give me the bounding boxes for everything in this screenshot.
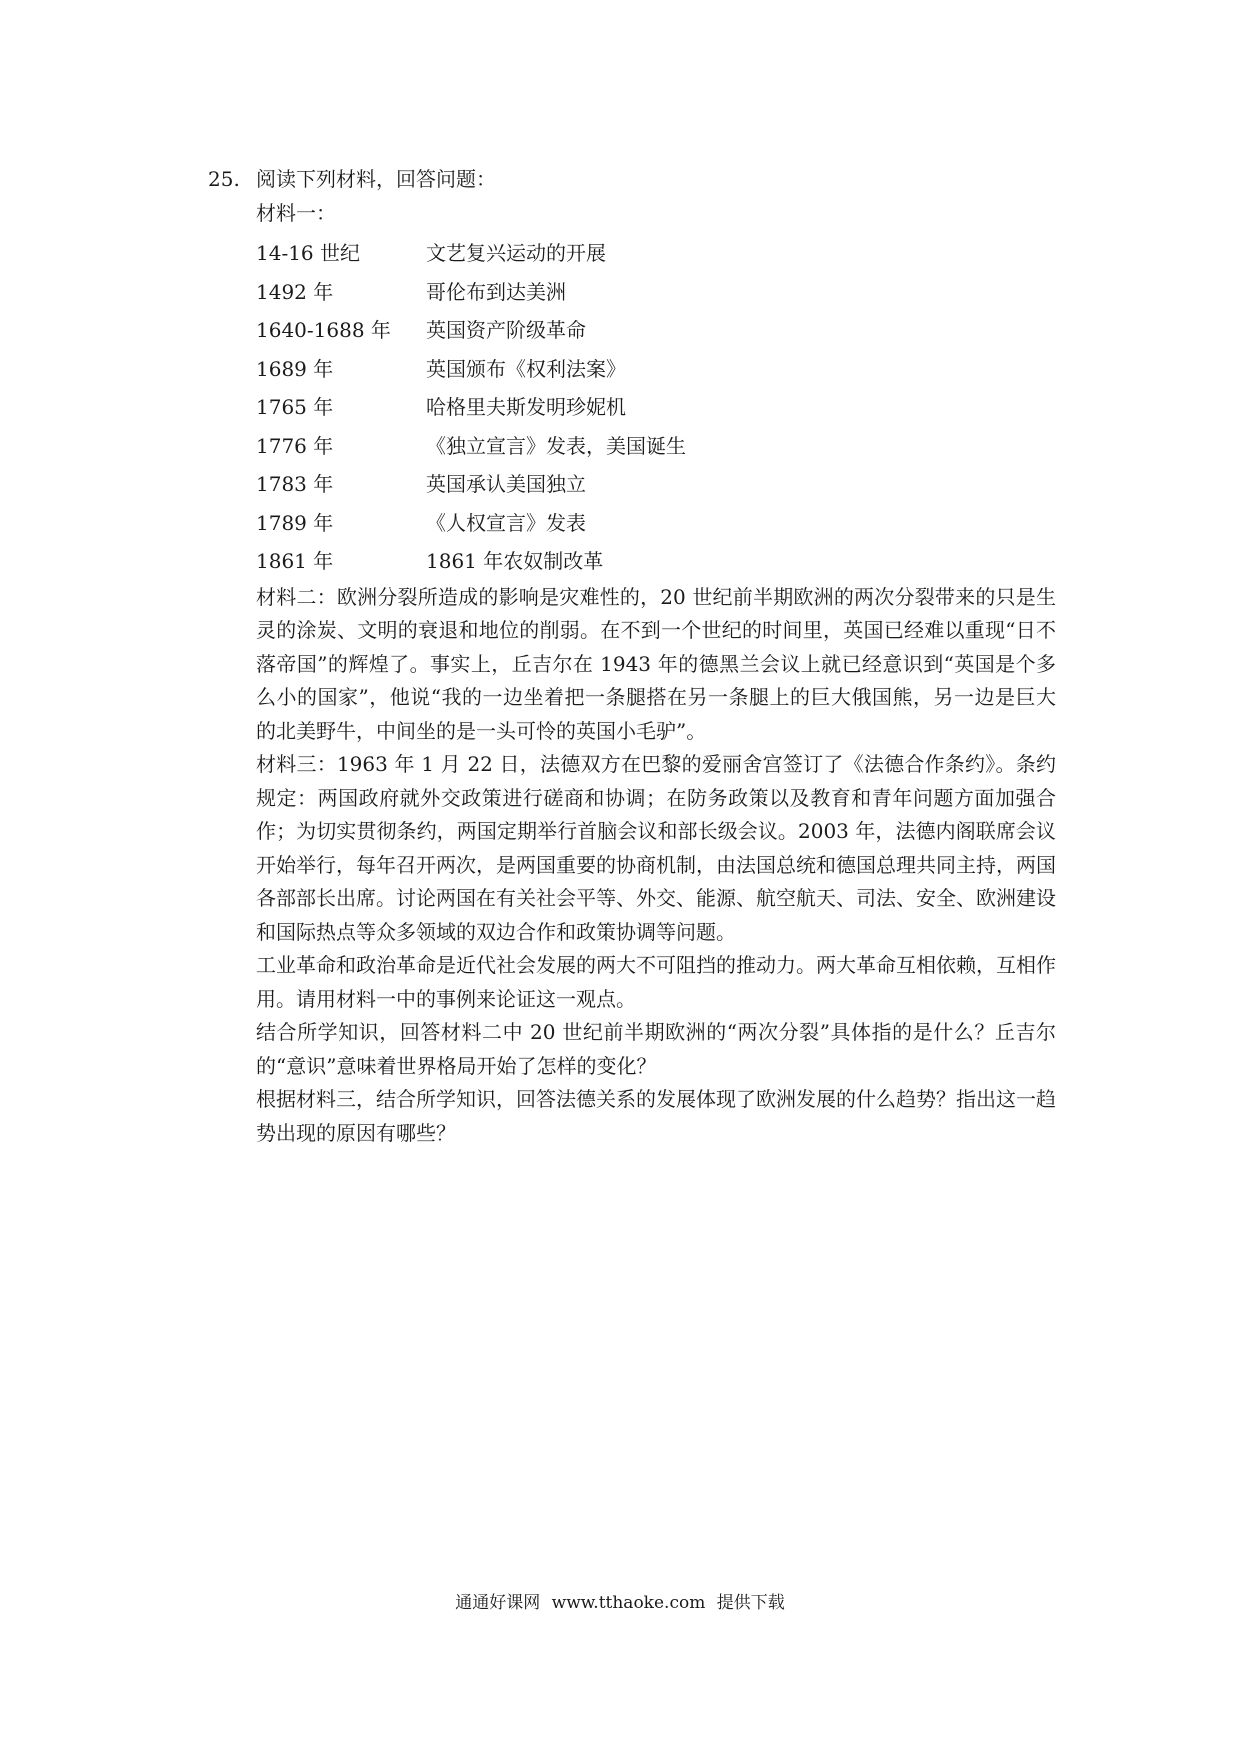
sub-question-1: 工业革命和政治革命是近代社会发展的两大不可阻挡的推动力。两大革命互相依赖，互相作用。请用材料一中的事例来论证这一观点。: [256, 953, 1056, 1011]
timeline-date: 1783 年: [256, 472, 334, 497]
question-25: [208, 162, 1088, 1150]
question-header: [208, 162, 1088, 196]
footer-site-name: 通通好课网: [455, 1593, 541, 1613]
timeline-row: [256, 465, 1088, 504]
timeline-row: [256, 504, 1088, 543]
sub-question-3: 根据材料三，结合所学知识，回答法德关系的发展体现了欧洲发展的什么趋势？指出这一趋势出现的原因有哪些？: [256, 1087, 1056, 1145]
timeline-event: 《人权宣言》发表: [426, 510, 586, 535]
timeline-event: 文艺复兴运动的开展: [426, 241, 606, 266]
timeline-event: 英国承认美国独立: [426, 472, 586, 497]
question-number: 25.: [208, 167, 240, 191]
timeline-date: 1861 年: [256, 549, 334, 574]
sub-question-2: 结合所学知识，回答材料二中 20 世纪前半期欧洲的“两次分裂”具体指的是什么？丘吉尔的“意识”意味着世界格局开始了怎样的变化？: [256, 1020, 1056, 1078]
timeline-event: 哥伦布到达美洲: [426, 279, 566, 304]
timeline-date: 1765 年: [256, 395, 334, 420]
timeline-event: 《独立宣言》发表，美国诞生: [426, 433, 686, 458]
timeline-row: [256, 234, 1088, 273]
material1-label: 材料一：: [256, 201, 336, 225]
timeline-event: 英国资产阶级革命: [426, 318, 586, 343]
timeline-row: [256, 350, 1088, 389]
timeline-date: 1776 年: [256, 433, 334, 458]
timeline-event: 英国颁布《权利法案》: [426, 356, 626, 381]
timeline-row: [256, 273, 1088, 312]
timeline-date: 1492 年: [256, 279, 334, 304]
footer-suffix: 提供下载: [716, 1593, 785, 1613]
timeline-date: 1640-1688 年: [256, 318, 391, 343]
timeline-row: [256, 388, 1088, 427]
page-footer: [0, 1588, 1240, 1613]
material1-timeline: [256, 234, 1088, 581]
timeline-date: 1689 年: [256, 356, 334, 381]
footer-site-url: www.tthaoke.com: [551, 1593, 706, 1613]
question-prompt: 阅读下列材料，回答问题：: [256, 167, 496, 191]
timeline-event: 1861 年农奴制改革: [426, 549, 604, 574]
timeline-row: [256, 542, 1088, 581]
timeline-date: 1789 年: [256, 510, 334, 535]
timeline-row: [256, 311, 1088, 350]
material3-paragraph: 材料三：1963 年 1 月 22 日，法德双方在巴黎的爱丽舍宫签订了《法德合作条约》。条约规定：两国政府就外交政策进行磋商和协调；在防务政策以及教育和青年问题方面加强合作；为切实贯彻条约，两国定期举行首脑会议和部长级会议。2003 年，法德内阁联席会议开始举行，每年召开两次，是两国重要的协商机制，由法国总统和德国总理共同主持，两国各部部长出席。讨论两国在有关社会平等、外交、能源、航空航天、司法、安全、欧洲建设和国际热点等众多领域的双边合作和政策协调等问题。: [256, 752, 1056, 944]
timeline-row: [256, 427, 1088, 466]
timeline-event: 哈格里夫斯发明珍妮机: [426, 395, 626, 420]
material2-paragraph: 材料二：欧洲分裂所造成的影响是灾难性的，20 世纪前半期欧洲的两次分裂带来的只是生灵的涂炭、文明的衰退和地位的削弱。在不到一个世纪的时间里，英国已经难以重现“日不落帝国”的辉煌了。事实上，丘吉尔在 1943 年的德黑兰会议上就已经意识到“英国是个多么小的国家”，他说“我的一边坐着把一条腿搭在另一条腿上的巨大俄国熊，另一边是巨大的北美野牛，中间坐的是一头可怜的英国小毛驴”。: [256, 584, 1056, 743]
timeline-date: 14-16 世纪: [256, 241, 361, 266]
